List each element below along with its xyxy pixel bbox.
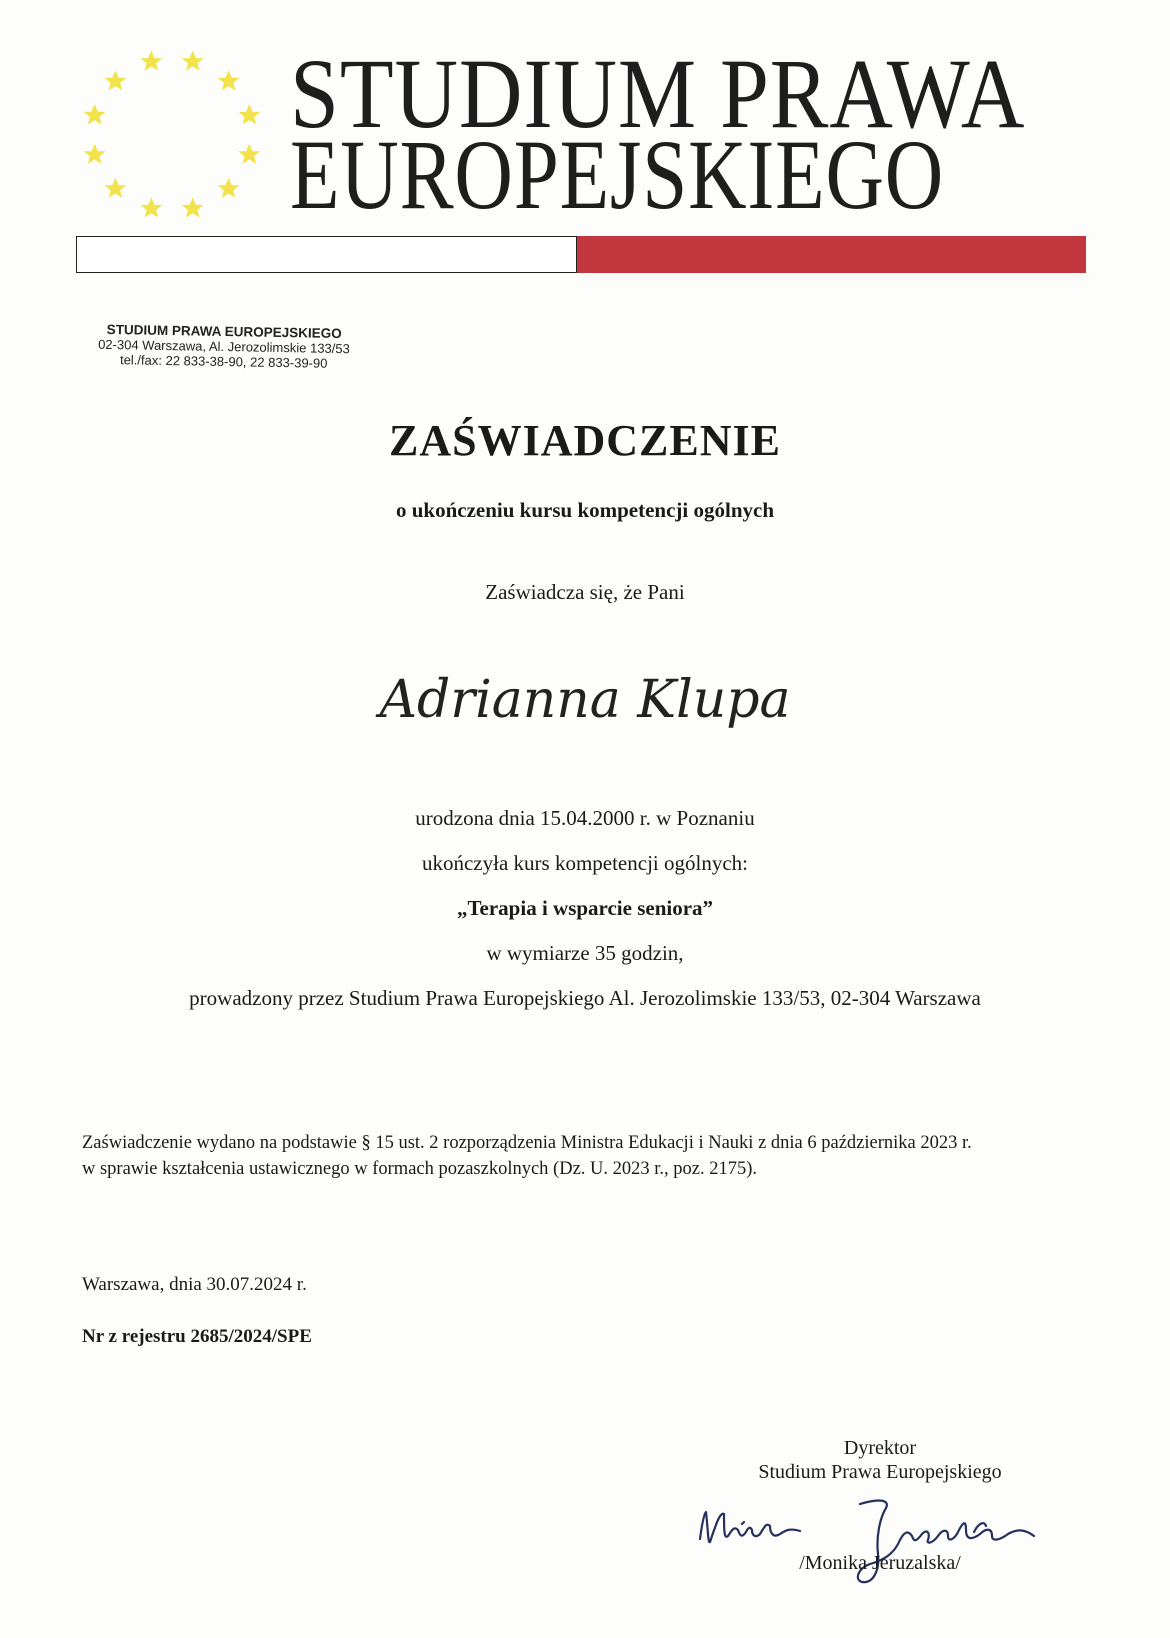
birth-info: urodzona dnia 15.04.2000 r. w Poznaniu [415,806,755,830]
handwritten-signature [690,1484,1070,1594]
logo-bar-red [577,236,1086,273]
star-icon [104,178,126,198]
stamp-line-name: STUDIUM PRAWA EUROPEJSKIEGO [106,321,342,342]
signatory-name: /Monika Jeruzalska/ [799,1552,961,1574]
star-icon [84,144,106,164]
signature-role: Dyrektor [843,1437,917,1459]
stamp-line-phone: tel./fax: 22 833-38-90, 22 833-39-90 [119,352,328,371]
logo-title-line2: EUROPEJSKIEGO [290,119,945,230]
legal-basis-line1: Zaświadczenie wydano na podstawie § 15 ust. 2 rozporządzenia Ministra Edukacji i Nauki z dnia 6 października 2023 r. [82,1133,972,1153]
stamp-line-address: 02-304 Warszawa, Al. Jerozolimskie 133/53 [98,336,350,357]
star-icon [182,51,204,71]
star-icon [104,70,126,90]
completion-info: ukończyła kurs kompetencji ogólnych: [421,851,748,875]
course-name: „Terapia i wsparcie seniora” [456,896,714,920]
star-icon [218,178,240,198]
eu-stars-logo [72,40,282,230]
star-icon [140,197,162,217]
logo-bar [76,236,1086,273]
signature-institution: Studium Prawa Europejskiego [758,1461,1002,1483]
legal-basis [82,1130,1112,1182]
star-icon [182,197,204,217]
star-icon [238,104,260,124]
course-provider: prowadzony przez Studium Prawa Europejskiego Al. Jerozolimskie 133/53, 02-304 Warszawa [189,986,981,1010]
star-icon [238,144,260,164]
logo-title-line1: STUDIUM PRAWA [290,38,1026,149]
issue-place-date: Warszawa, dnia 30.07.2024 r. [82,1274,307,1295]
certificate-subtitle: o ukończeniu kursu kompetencji ogólnych [395,498,775,522]
signature-block [700,1436,1060,1484]
star-icon [140,51,162,71]
star-icon [218,70,240,90]
recipient-name: Adrianna Klupa [379,670,791,730]
certificate-intro: Zaświadcza się, że Pani [485,580,685,604]
certificate-title: ZAŚWIADCZENIE [389,416,781,465]
course-hours: w wymiarze 35 godzin, [486,941,684,965]
registry-number: Nr z rejestru 2685/2024/SPE [82,1326,312,1347]
logo-bar-white [76,236,577,273]
legal-basis-line2: w sprawie kształcenia ustawicznego w formach pozaszkolnych (Dz. U. 2023 r., poz. 2175). [82,1159,758,1179]
star-icon [84,104,106,124]
address-stamp [74,321,375,371]
